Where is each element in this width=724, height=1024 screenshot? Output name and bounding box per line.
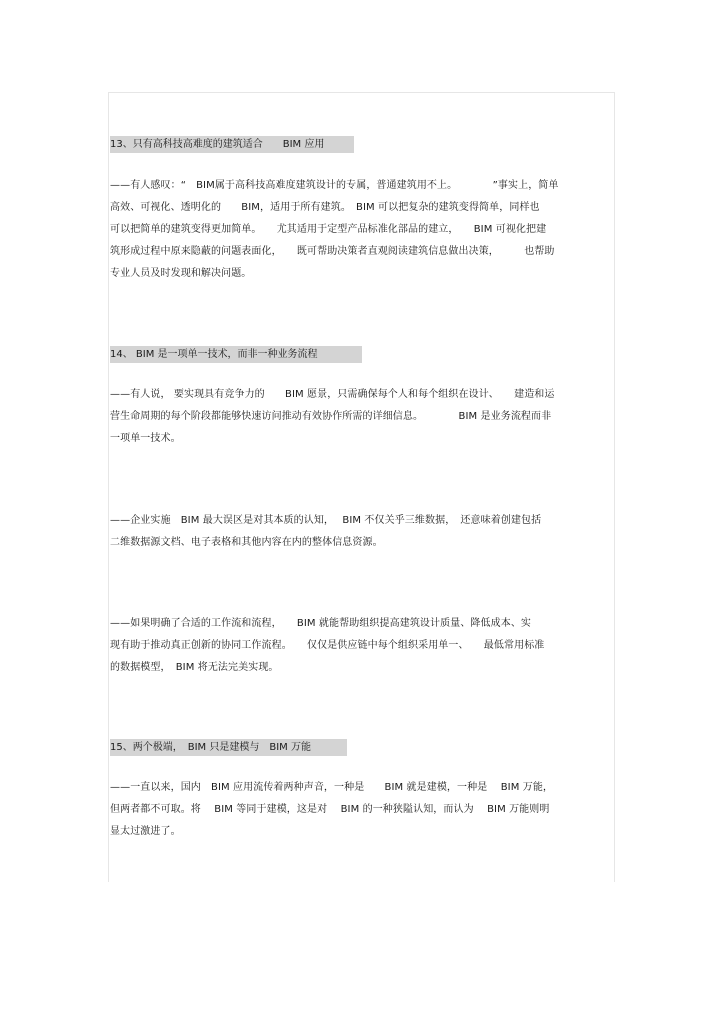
section-heading-14: 14、 BIM 是一项单一技术，而非一种业务流程 <box>110 346 362 363</box>
section-heading-13: 13、只有高科技高难度的建筑适合 BIM 应用 <box>110 136 354 153</box>
paragraph <box>110 510 613 554</box>
text-line: ——有人感叹：“ BIM属于高科技高难度建筑设计的专属，普通建筑用不上。 ”事实上，简单 <box>110 180 559 191</box>
text-line: 可以把简单的建筑变得更加简单。 尤其适用于定型产品标准化部品的建立， BIM 可视化把建 <box>110 224 547 235</box>
paragraph <box>110 613 613 679</box>
text-line: 显太过激进了。 <box>110 826 181 837</box>
section-heading-15: 15、两个极端， BIM 只是建模与 BIM 万能 <box>110 739 347 756</box>
text-line: 一项单一技术。 <box>110 433 181 444</box>
text-line: 营生命周期的每个阶段都能够快速访问推动有效协作所需的详细信息。 BIM 是业务流程而非 <box>110 411 552 422</box>
text-line: ——企业实施 BIM 最大误区是对其本质的认知， BIM 不仅关乎三维数据， 还意味着创建包括 <box>110 515 542 526</box>
text-line: ——如果明确了合适的工作流和流程， BIM 就能帮助组织提高建筑设计质量、降低成本、实 <box>110 618 532 629</box>
paragraph <box>110 384 613 450</box>
text-line: 的数据模型， BIM 将无法完美实现。 <box>110 662 279 673</box>
text-line: 专业人员及时发现和解决问题。 <box>110 268 252 279</box>
text-line: 但两者都不可取。将 BIM 等同于建模，这是对 BIM 的一种狭隘认知，而认为 BIM 万能则明 <box>110 804 550 815</box>
text-line: 二维数据源文档、电子表格和其他内容在内的整体信息资源。 <box>110 537 383 548</box>
paragraph <box>110 175 613 285</box>
text-line: 现有助于推动真正创新的协同工作流程。 仅仅是供应链中每个组织采用单一、 最低常用标准 <box>110 640 545 651</box>
text-line: 筑形成过程中原来隐蔽的问题表面化， 既可帮助决策者直观阅读建筑信息做出决策， 也帮助 <box>110 246 555 257</box>
text-line: ——有人说， 要实现具有竞争力的 BIM 愿景，只需确保每个人和每个组织在设计、 建造和运 <box>110 389 555 400</box>
text-line: ——一直以来，国内 BIM 应用流传着两种声音，一种是 BIM 就是建模，一种是 BIM 万能， <box>110 782 554 793</box>
text-line: 高效、可视化、透明化的 BIM，适用于所有建筑。 BIM 可以把复杂的建筑变得简单，同样也 <box>110 202 540 213</box>
paragraph <box>110 777 613 843</box>
